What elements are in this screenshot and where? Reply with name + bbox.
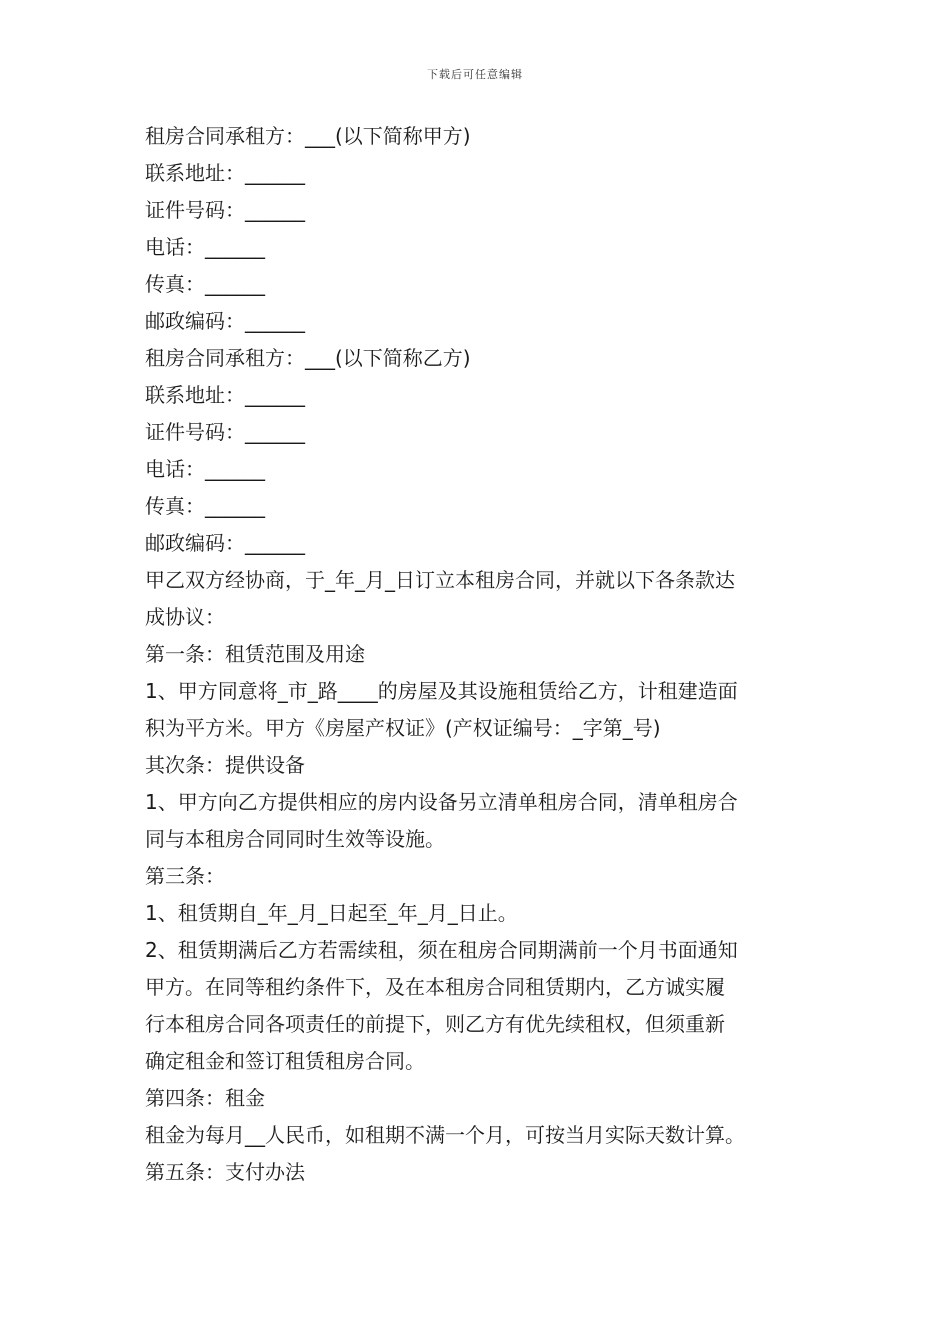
article-1-clause-1: 1、甲方同意将_市_路____的房屋及其设施租赁给乙方，计租建造面 xyxy=(145,679,738,703)
document-body xyxy=(145,118,813,1191)
page-header: 下载后可任意编辑 xyxy=(427,68,523,81)
article-2-clause-1: 1、甲方向乙方提供相应的房内设备另立清单租房合同，清单租房合 xyxy=(145,790,738,814)
lessee-fax-line: 传真：______ xyxy=(145,494,265,518)
article-3-clause-2-cont-3: 确定租金和签订租赁租房合同。 xyxy=(145,1049,425,1073)
lessor-postcode-line: 邮政编码：______ xyxy=(145,309,305,333)
article-2-clause-1-cont: 同与本租房合同同时生效等设施。 xyxy=(145,827,445,851)
lessee-postcode-line: 邮政编码：______ xyxy=(145,531,305,555)
article-4-heading: 第四条：租金 xyxy=(145,1086,265,1110)
lessee-phone-line: 电话：______ xyxy=(145,457,265,481)
article-2-heading: 其次条：提供设备 xyxy=(145,753,305,777)
lessee-line: 租房合同承租方：___(以下简称乙方) xyxy=(145,346,471,370)
article-1-heading: 第一条：租赁范围及用途 xyxy=(145,642,365,666)
lessor-id-line: 证件号码：______ xyxy=(145,198,305,222)
agreement-intro-line-cont: 成协议： xyxy=(145,605,225,629)
agreement-intro-line: 甲乙双方经协商，于_年_月_日订立本租房合同，并就以下各条款达 xyxy=(145,568,735,592)
article-3-clause-1: 1、租赁期自_年_月_日起至_年_月_日止。 xyxy=(145,901,518,925)
lessee-id-line: 证件号码：______ xyxy=(145,420,305,444)
lessee-address-line: 联系地址：______ xyxy=(145,383,305,407)
article-3-clause-2: 2、租赁期满后乙方若需续租，须在租房合同期满前一个月书面通知 xyxy=(145,938,738,962)
article-3-clause-2-cont-2: 行本租房合同各项责任的前提下，则乙方有优先续租权，但须重新 xyxy=(145,1012,725,1036)
lessor-phone-line: 电话：______ xyxy=(145,235,265,259)
article-1-clause-1-cont: 积为平方米。甲方《房屋产权证》(产权证编号：_字第_号) xyxy=(145,716,661,740)
lessor-fax-line: 传真：______ xyxy=(145,272,265,296)
lessor-address-line: 联系地址：______ xyxy=(145,161,305,185)
article-5-heading: 第五条：支付办法 xyxy=(145,1160,305,1184)
article-3-clause-2-cont-1: 甲方。在同等租约条件下，及在本租房合同租赁期内，乙方诚实履 xyxy=(145,975,725,999)
article-4-rent-clause: 租金为每月__人民币，如租期不满一个月，可按当月实际天数计算。 xyxy=(145,1123,745,1147)
article-3-heading: 第三条： xyxy=(145,864,225,888)
lessor-line: 租房合同承租方：___(以下简称甲方) xyxy=(145,124,471,148)
